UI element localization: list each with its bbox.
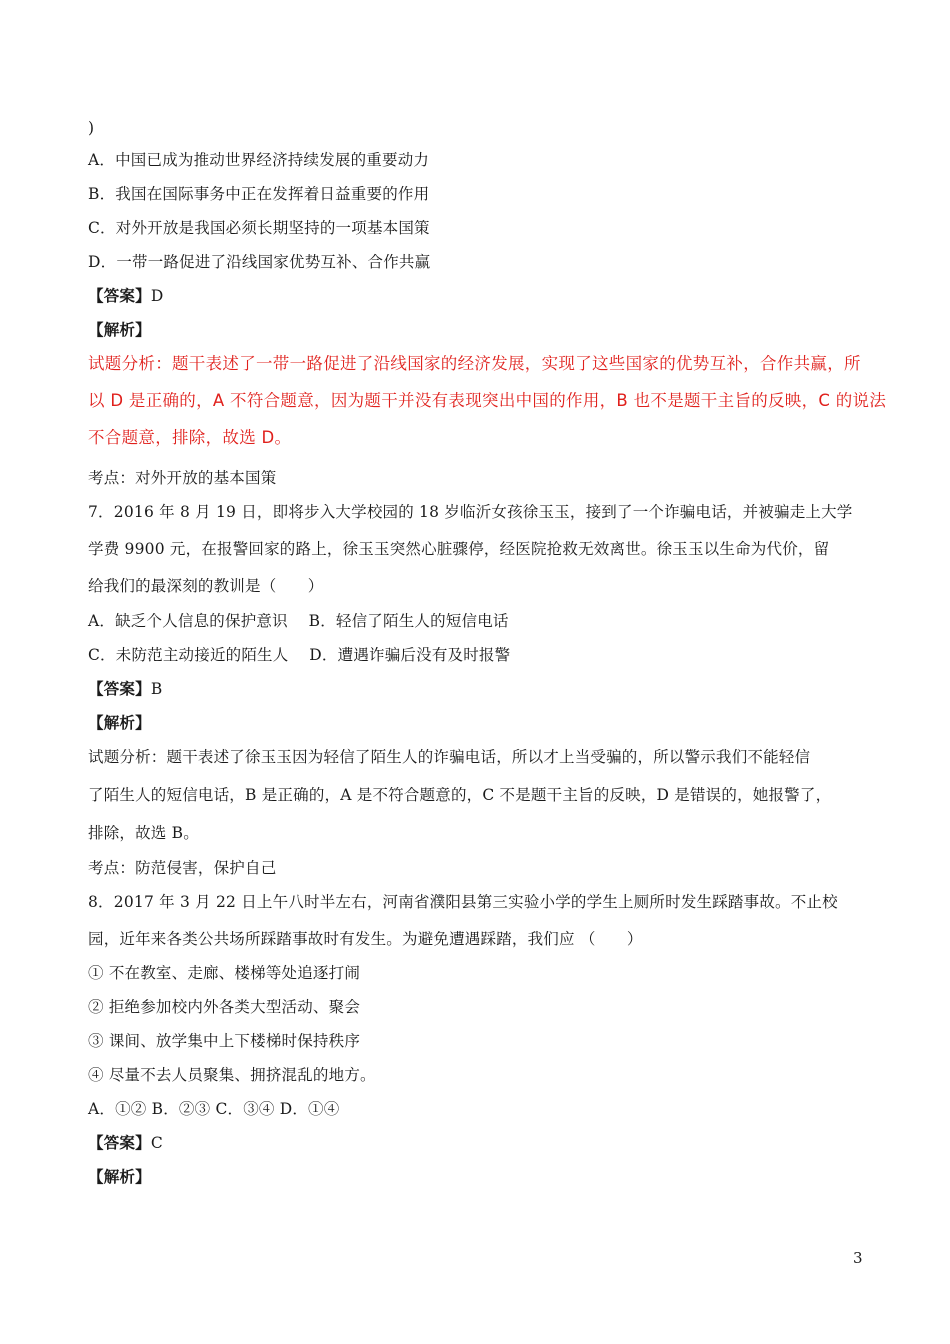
q8-answer (88, 1132, 163, 1154)
q7-answer-value: B (150, 680, 163, 698)
q8-item-2: ② 拒绝参加校内外各类大型活动、聚会 (88, 998, 361, 1016)
q8-answer-value: C (150, 1134, 163, 1152)
q6-stem-tail: ) (88, 119, 95, 137)
q6-option-a: A．中国已成为推动世界经济持续发展的重要动力 (88, 151, 430, 169)
q7-answer-label: 【答案】 (88, 679, 151, 698)
q8-stem-line-2: 园，近年来各类公共场所踩踏事故时有发生。为避免遭遇踩踏，我们应 （ ） (88, 930, 643, 948)
q7-analysis-line-2: 了陌生人的短信电话，B 是正确的，A 是不符合题意的，C 不是题干主旨的反映，D 是错误的，她报警了， (88, 786, 832, 804)
q8-options: A．①② B．②③ C．③④ D．①④ (88, 1100, 340, 1118)
q6-answer (88, 285, 163, 307)
q7-stem-line-1: 7．2016 年 8 月 19 日，即将步入大学校园的 18 岁临沂女孩徐玉玉，接到了一个诈骗电话，并被骗走上大学 (88, 503, 853, 521)
q6-analysis-label: 【解析】 (88, 320, 151, 339)
q8-answer-label: 【答案】 (88, 1133, 151, 1152)
q8-stem-line-1: 8．2017 年 3 月 22 日上午八时半左右，河南省濮阳县第三实验小学的学生上厕所时发生踩踏事故。不止校 (88, 893, 838, 911)
q7-stem-line-3: 给我们的最深刻的教训是（ ） (88, 577, 324, 595)
q6-option-c: C．对外开放是我国必须长期坚持的一项基本国策 (88, 219, 430, 237)
q7-options-row-1: A．缺乏个人信息的保护意识 B．轻信了陌生人的短信电话 (88, 612, 509, 630)
page-number: 3 (853, 1249, 863, 1267)
q6-analysis-line-1: 试题分析：题干表述了一带一路促进了沿线国家的经济发展，实现了这些国家的优势互补，合作共赢，所 (88, 354, 861, 373)
q6-keypoint: 考点：对外开放的基本国策 (88, 469, 277, 487)
q6-option-d: D．一带一路促进了沿线国家优势互补、合作共赢 (88, 253, 431, 271)
q7-analysis-line-3: 排除，故选 B。 (88, 824, 199, 842)
q6-answer-label: 【答案】 (88, 286, 151, 305)
q6-analysis-line-2: 以 D 是正确的，A 不符合题意，因为题干并没有表现突出中国的作用，B 也不是题干主旨的反映，C 的说法 (88, 391, 887, 410)
q7-options-row-2: C．未防范主动接近的陌生人 D．遭遇诈骗后没有及时报警 (88, 646, 511, 664)
q6-answer-value: D (150, 287, 164, 305)
q7-analysis-line-1: 试题分析：题干表述了徐玉玉因为轻信了陌生人的诈骗电话，所以才上当受骗的，所以警示我们不能轻信 (88, 748, 811, 766)
q7-answer (88, 678, 162, 700)
q8-item-4: ④ 尽量不去人员聚集、拥挤混乱的地方。 (88, 1066, 376, 1084)
q8-item-1: ① 不在教室、走廊、楼梯等处追逐打闹 (88, 964, 361, 982)
q7-analysis-label: 【解析】 (88, 713, 151, 732)
q7-stem-line-2: 学费 9900 元，在报警回家的路上，徐玉玉突然心脏骤停，经医院抢救无效离世。徐玉玉以生命为代价，留 (88, 540, 830, 558)
q8-item-3: ③ 课间、放学集中上下楼梯时保持秩序 (88, 1032, 361, 1050)
q6-analysis-line-3: 不合题意，排除，故选 D。 (88, 428, 292, 447)
q8-analysis-label: 【解析】 (88, 1167, 151, 1186)
q7-keypoint: 考点：防范侵害，保护自己 (88, 859, 277, 877)
q6-option-b: B．我国在国际事务中正在发挥着日益重要的作用 (88, 185, 430, 203)
